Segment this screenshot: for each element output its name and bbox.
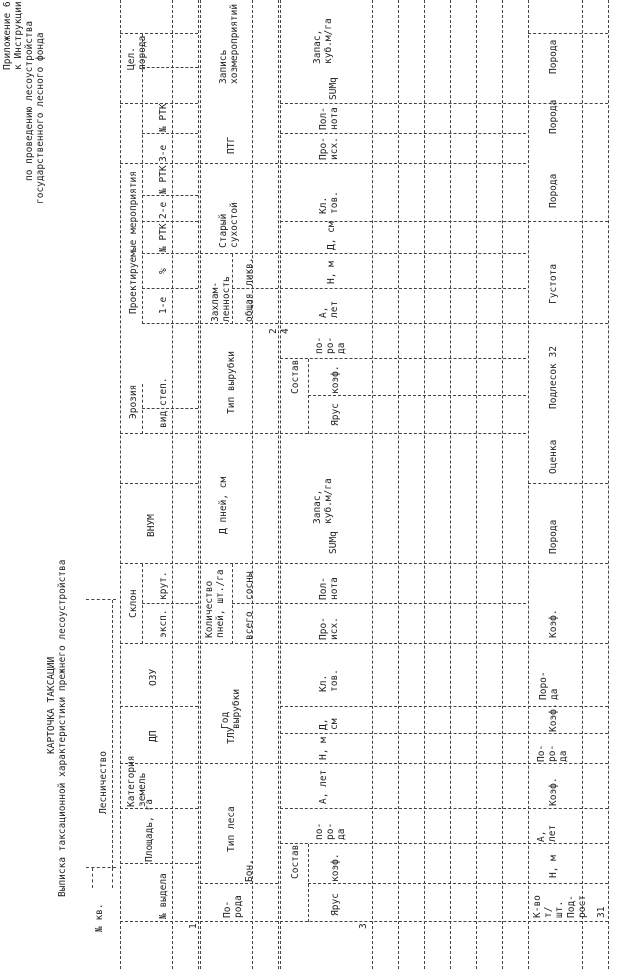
appendix-line-3: по проведению лесоустройства <box>24 20 35 181</box>
hdr-h-l: Н, м <box>318 737 329 760</box>
hdr-poroda4-2: Поро- да <box>538 671 560 700</box>
hdr-zapis: Запись хозмероприятий <box>218 3 240 84</box>
page-subtitle: Выписка таксационной характеристики прежнего лесоустройства <box>57 559 68 897</box>
hdr-pct: % <box>158 268 169 274</box>
hdr-sostav-l: Состав <box>290 844 301 879</box>
hdr-zapas-r: Запас, куб.м/га <box>312 18 334 64</box>
hdr-h-r: Н, м <box>326 261 337 284</box>
hdr-koef-l: коэф. <box>330 853 341 882</box>
hdr-koef4-1: Коэф. <box>548 777 559 806</box>
hdr-poroda4-4: Порода <box>548 173 559 208</box>
hdr-kol-sosny: сосны <box>244 571 255 600</box>
hdr-projected: Проектируемые мероприятия <box>128 171 139 314</box>
hdr-prisx-l: Про- исх. <box>318 617 340 640</box>
row-num-1: 1 <box>188 923 199 929</box>
hdr-poroda-r: по- ро- да <box>314 336 347 354</box>
hdr-koef4-3: Коэф. <box>548 609 559 638</box>
hdr-ocenka: Оценка <box>548 439 559 474</box>
hdr-poroda-l: по- ро- да <box>314 822 347 840</box>
hdr-rtk3: № РТК <box>158 103 169 132</box>
row-num-2: 2 <box>268 328 279 334</box>
hdr-zahl-obsh: общая <box>244 293 255 322</box>
kvartal-label: № кв. <box>94 903 105 932</box>
hdr-sumq-l: SUMq <box>328 531 339 554</box>
hdr-ozu: ОЗУ <box>148 668 159 686</box>
page-title: КАРТОЧКА ТАКСАЦИИ <box>46 656 57 754</box>
row-num-4: 4 <box>280 328 291 334</box>
hdr-m3: 3-е <box>158 144 169 162</box>
hdr-a-r: А, лет <box>318 300 340 318</box>
hdr-a4: А, лет <box>536 824 558 842</box>
hdr-vydel: № выдела <box>158 873 169 919</box>
hdr-zapas-l: Запас, куб.м/га <box>312 478 334 524</box>
hdr-poroda4-1: По- ро- да <box>536 744 569 762</box>
hdr-category: Категория земель <box>126 755 148 807</box>
hdr-tip-lesa: Тип леса <box>226 806 237 852</box>
hdr-rtk1: № РТК <box>158 223 169 252</box>
hdr-kol-vsego: всего <box>244 611 255 640</box>
hdr-slope: Склон <box>128 589 139 618</box>
hdr-yarus-l: Ярус <box>330 893 341 916</box>
hdr-god-rubki: Год вырубки <box>220 688 242 729</box>
hdr-kltov-r: Кл. тов. <box>318 191 340 214</box>
hdr-gustota: Густота <box>548 263 559 304</box>
hdr-polnota-r: Пол- нота <box>318 107 340 130</box>
hdr-area: Площадь, га <box>144 799 155 862</box>
hdr-zahl: Захлам- ленность <box>210 276 232 322</box>
hdr-kol-pney: Количество пней, шт./га <box>204 569 226 638</box>
hdr-bon: Бон. <box>244 859 255 882</box>
hdr-poroda4-5: Порода <box>548 99 559 134</box>
hdr-d-r: Д, см <box>326 221 337 250</box>
appendix-line-2: к Инструкции <box>13 1 24 70</box>
hdr-staryi: Старый сухостой <box>218 202 240 248</box>
hdr-podlesok: Подлесок 32 <box>548 346 559 409</box>
hdr-d-l: Д, см <box>318 718 340 730</box>
appendix-line-1: Приложение 6 <box>2 1 13 70</box>
hdr-d-pney: Д пней, см <box>218 476 229 534</box>
hdr-erosion: Эрозия <box>128 384 139 419</box>
hdr-sumq-r: SUMq <box>328 77 339 100</box>
hdr-zahl-likv: ликв. <box>244 257 255 286</box>
hdr-erosion-step: степ. <box>158 377 169 406</box>
hdr-dp: ДП <box>148 730 159 742</box>
hdr-podrost: Под- рост <box>566 895 588 918</box>
hdr-tlu: ТЛУ <box>226 726 237 744</box>
hdr-slope-krut: крут. <box>158 571 169 600</box>
hdr-poroda4-3: Порода <box>548 519 559 554</box>
lesnichestvo-label: Лесничество <box>98 751 109 814</box>
row-num-31: 31 <box>596 906 607 918</box>
hdr-kltov-l: Кл. тов. <box>318 669 340 692</box>
hdr-poroda4-6: Порода <box>548 39 559 74</box>
hdr-poroda: По- рода <box>222 895 244 918</box>
hdr-sostav-r: Состав <box>290 359 301 394</box>
hdr-m1: 1-е <box>158 296 169 314</box>
hdr-koef4-2: Коэф. <box>548 703 559 732</box>
row-num-3: 3 <box>358 923 369 929</box>
appendix-line-4: государственного лесного фонда <box>35 32 46 204</box>
hdr-ptg: ПТГ <box>226 136 237 154</box>
hdr-target: Цел. порода <box>126 35 148 70</box>
hdr-slope-exp: эксп. <box>158 609 169 638</box>
hdr-yarus-r: Ярус <box>330 403 341 426</box>
hdr-vnum: ВНУМ <box>146 514 157 537</box>
hdr-prisx-r: Про- исх. <box>318 137 340 160</box>
hdr-koef-r: коэф. <box>330 365 341 394</box>
hdr-kvo: К-во т/ шт. <box>532 895 565 918</box>
hdr-rtk2: № РТК <box>158 165 169 194</box>
hdr-tip-vyrubki: Тип вырубки <box>226 351 237 414</box>
hdr-a-l: А, лет <box>318 769 329 804</box>
hdr-polnota-l: Пол- нота <box>318 577 340 600</box>
hdr-h4: Н, м <box>548 855 559 878</box>
hdr-m2: 2-е <box>158 201 169 219</box>
hdr-erosion-vid: вид <box>158 410 169 428</box>
